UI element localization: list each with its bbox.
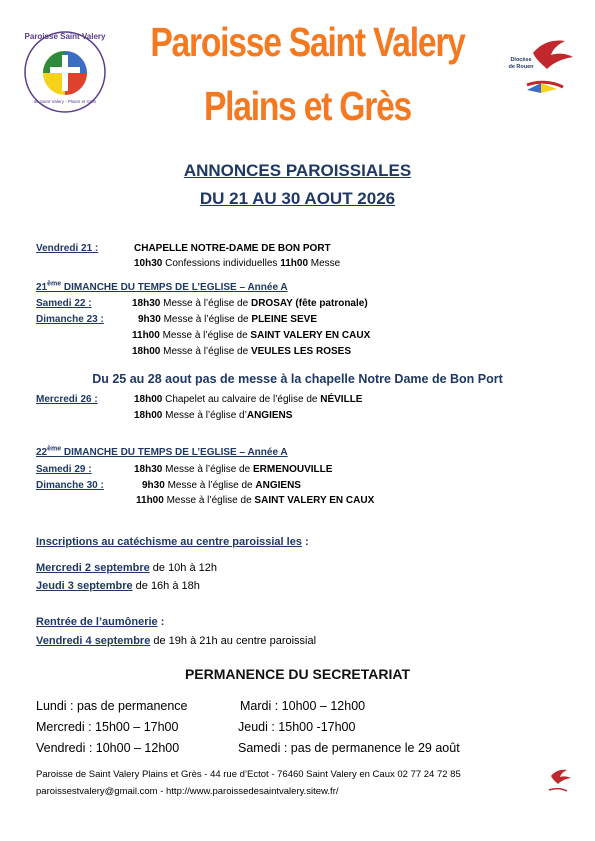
wednesday-day: Mercredi 26 : xyxy=(36,394,98,405)
secretariat-left-2: Vendredi : 10h00 – 12h00 xyxy=(36,741,180,755)
wednesday-row-0: 18h00 Chapelet au calvaire de l’église de NÉVILLE xyxy=(134,394,363,405)
sunday21-row-0: 18h30 Messe à l’église de DROSAY (fête patronale) xyxy=(132,298,368,309)
catechism-row-1: Jeudi 3 septembre de 16h à 18h xyxy=(36,580,200,592)
sunday21-day-0: Samedi 22 : xyxy=(36,298,92,309)
footer-diocese-logo xyxy=(535,766,575,796)
sunday21-heading: 21ème DIMANCHE DU TEMPS DE L’EGLISE – Année A xyxy=(36,280,288,293)
secretariat-right-1: Jeudi : 15h00 -17h00 xyxy=(238,720,356,734)
sunday21-day-1: Dimanche 23 : xyxy=(36,314,104,325)
catechism-heading: Inscriptions au catéchisme au centre paroissial les : xyxy=(36,536,309,548)
friday-schedule: 10h30 Confessions individuelles 11h00 Messe xyxy=(134,258,341,269)
logo-left-subtext: de Saint Valery - Plains et Grès xyxy=(33,99,97,104)
sunday22-day-1: Dimanche 30 : xyxy=(36,480,104,491)
parish-logo xyxy=(24,31,106,113)
chapel-notice: Du 25 au 28 aout pas de messe à la chapelle Notre Dame de Bon Port xyxy=(92,372,503,386)
friday-day: Vendredi 21 : xyxy=(36,243,99,254)
secretariat-left-1: Mercredi : 15h00 – 17h00 xyxy=(36,720,179,734)
sunday22-row-1: 9h30 Messe à l’église de ANGIENS xyxy=(142,480,301,491)
sunday22-heading: 22ème DIMANCHE DU TEMPS DE L’EGLISE – Année A xyxy=(36,445,288,458)
catechism-row-0: Mercredi 2 septembre de 10h à 12h xyxy=(36,562,218,574)
sunday21-row-3: 18h00 Messe à l’église de VEULES LES ROSES xyxy=(132,346,351,357)
chaplaincy-row: Vendredi 4 septembre de 19h à 21h au centre paroissial xyxy=(36,635,317,647)
chaplaincy-heading: Rentrée de l’aumônerie : xyxy=(36,616,165,628)
sunday21-row-1: 9h30 Messe à l’église de PLEINE SEVE xyxy=(138,314,317,325)
diocese-line-2: de Rouen xyxy=(508,64,534,70)
title-line-1: Paroisse Saint Valery xyxy=(150,19,465,65)
wednesday-row-1: 18h00 Messe à l’église d’ANGIENS xyxy=(134,410,293,421)
friday-place: CHAPELLE NOTRE-DAME DE BON PORT xyxy=(134,243,331,254)
secretariat-right-0: Mardi : 10h00 – 12h00 xyxy=(240,699,366,713)
sunday22-row-2: 11h00 Messe à l’église de SAINT VALERY EN CAUX xyxy=(136,495,375,506)
sunday21-row-2: 11h00 Messe à l’église de SAINT VALERY EN CAUX xyxy=(132,330,371,341)
footer-contact[interactable]: paroissestvalery@gmail.com - http://www.paroissedesaintvalery.sitew.fr/ xyxy=(36,786,339,797)
secretariat-right-2: Samedi : pas de permanence le 29 août xyxy=(238,741,460,755)
secretariat-heading: PERMANENCE DU SECRETARIAT xyxy=(184,666,411,682)
title-line-2: Plains et Grès xyxy=(203,83,412,129)
announcement-title-2: DU 21 AU 30 AOUT 2026 xyxy=(199,189,396,208)
announcement-title-1: ANNONCES PAROISSIALES xyxy=(183,161,412,180)
sunday22-day-0: Samedi 29 : xyxy=(36,464,92,475)
footer-address: Paroisse de Saint Valery Plains et Grès - 44 rue d’Ectot - 76460 Saint Valery en Caux 02 77 24 72 85 xyxy=(36,769,461,780)
secretariat-left-0: Lundi : pas de permanence xyxy=(36,699,188,713)
small-dove-icon xyxy=(535,766,575,796)
logo-left-text: Paroisse Saint Valery xyxy=(24,32,106,41)
diocese-logo xyxy=(503,33,579,103)
diocese-line-1: Diocèse xyxy=(510,57,532,63)
sunday22-row-0: 18h30 Messe à l’église de ERMENOUVILLE xyxy=(134,464,333,475)
